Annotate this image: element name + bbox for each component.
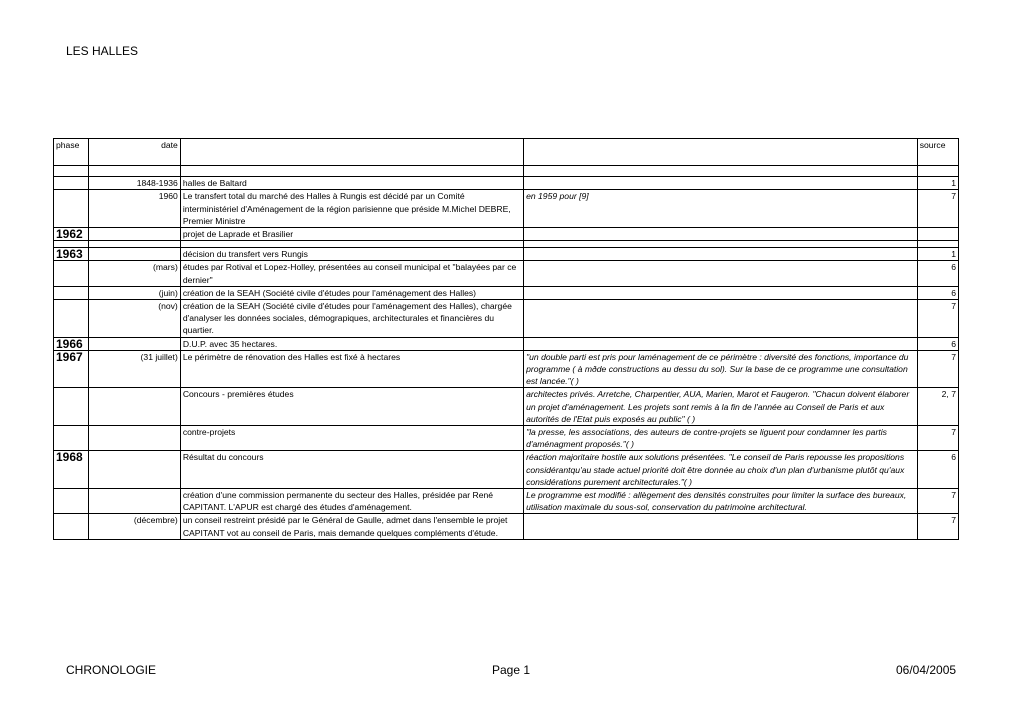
table-row <box>54 261 959 286</box>
cell-note <box>524 514 918 539</box>
table-row <box>54 388 959 426</box>
cell-date <box>89 451 181 489</box>
cell-source: 7 <box>917 300 958 338</box>
cell-source: 6 <box>917 337 958 350</box>
cell-date: (nov) <box>89 300 181 338</box>
cell-note <box>524 228 918 241</box>
cell-note: en 1959 pour [9] <box>524 190 918 228</box>
table-header-row <box>54 139 959 166</box>
cell-note <box>524 337 918 350</box>
table-row <box>54 190 959 228</box>
column-header-event <box>180 139 523 166</box>
cell-phase: 1967 <box>54 350 89 388</box>
table-row <box>54 286 959 299</box>
cell-phase: 1962 <box>54 228 89 241</box>
cell-phase <box>54 261 89 286</box>
table-row <box>54 228 959 241</box>
document-title: LES HALLES <box>66 44 139 58</box>
column-header-date: date <box>89 139 181 166</box>
cell-date: 1848-1936 <box>89 177 181 190</box>
cell-source: 6 <box>917 286 958 299</box>
cell-phase <box>54 300 89 338</box>
cell-phase: 1966 <box>54 337 89 350</box>
cell-source: 7 <box>917 190 958 228</box>
cell-date <box>89 489 181 514</box>
table-row <box>54 248 959 261</box>
cell-event: contre-projets <box>180 426 523 451</box>
cell-event: Le transfert total du marché des Halles à Rungis est décidé par un Comité interministériel d'Aménagement de la région parisienne que préside M.Michel DEBRE, Premier Ministre <box>180 190 523 228</box>
table-row <box>54 514 959 539</box>
cell-note <box>524 177 918 190</box>
table-row <box>54 337 959 350</box>
cell-phase: 1963 <box>54 248 89 261</box>
cell-phase <box>54 426 89 451</box>
cell-date <box>89 228 181 241</box>
column-header-source: source <box>917 139 958 166</box>
cell-source: 7 <box>917 514 958 539</box>
cell-event: création de la SEAH (Société civile d'études pour l'aménagement des Halles) <box>180 286 523 299</box>
column-header-phase: phase <box>54 139 89 166</box>
cell-date: (décembre) <box>89 514 181 539</box>
footer-date: 06/04/2005 <box>896 663 957 677</box>
cell-source <box>917 228 958 241</box>
cell-event: D.U.P. avec 35 hectares. <box>180 337 523 350</box>
chronology-table <box>53 138 959 540</box>
cell-date: (31 juillet) <box>89 350 181 388</box>
cell-source: 2, 7 <box>917 388 958 426</box>
cell-phase <box>54 388 89 426</box>
cell-phase <box>54 514 89 539</box>
cell-event: Concours - premières études <box>180 388 523 426</box>
cell-date: (juin) <box>89 286 181 299</box>
cell-source: 1 <box>917 248 958 261</box>
cell-event: un conseil restreint présidé par le Général de Gaulle, admet dans l'ensemble le projet CAPITANT vot au conseil de Paris, mais demande quelques compléments d'étude. <box>180 514 523 539</box>
cell-note <box>524 248 918 261</box>
cell-note: architectes privés. Arretche, Charpentier, AUA, Marien, Marot et Faugeron. "Chacun doivent élaborer un projet d'aménagement. Les projets sont remis à la fin de l'année au Conseil de Paris et aux autorités de l'Etat puis exposés au public" ( ) <box>524 388 918 426</box>
cell-source: 6 <box>917 261 958 286</box>
cell-note <box>524 300 918 338</box>
cell-phase <box>54 286 89 299</box>
cell-event: Résultat du concours <box>180 451 523 489</box>
cell-date: 1960 <box>89 190 181 228</box>
cell-event: Le périmètre de rénovation des Halles est fixé à hectares <box>180 350 523 388</box>
cell-note: Le programme est modifié : allègement des densités construites pour limiter la surface des bureaux, utilisation maximale du sous-sol, conservation du patrimoine architectural. <box>524 489 918 514</box>
cell-source: 6 <box>917 451 958 489</box>
table-row <box>54 489 959 514</box>
footer-page-number: Page 1 <box>492 663 531 677</box>
cell-note: réaction majoritaire hostile aux solutions présentées. "Le conseil de Paris repousse les propositions considérantqu'au stade actuel priorité doit être donnée au choix d'un plan d'urbanisme plutôt qu'aux considérations purement architecturales."( ) <box>524 451 918 489</box>
table-row <box>54 350 959 388</box>
cell-phase <box>54 177 89 190</box>
cell-event: création d'une commission permanente du secteur des Halles, présidée par René CAPITANT. L'APUR est chargé des études d'aménagement. <box>180 489 523 514</box>
cell-event: décision du transfert vers Rungis <box>180 248 523 261</box>
table-row <box>54 300 959 338</box>
cell-event: halles de Baltard <box>180 177 523 190</box>
cell-date: (mars) <box>89 261 181 286</box>
cell-date <box>89 337 181 350</box>
cell-date <box>89 388 181 426</box>
table-row <box>54 426 959 451</box>
footer-section-label: CHRONOLOGIE <box>66 663 157 677</box>
cell-date <box>89 426 181 451</box>
cell-phase <box>54 190 89 228</box>
cell-note: "un double parti est pris pour laménagement de ce périmètre : diversité des fonctions, importance du programme ( à mðde constructions au dessu du sol). Sur la base de ce programme une consultation est lancée."( ) <box>524 350 918 388</box>
cell-source: 7 <box>917 350 958 388</box>
column-header-note <box>524 139 918 166</box>
spacer-row <box>54 166 959 177</box>
spacer-row <box>54 241 959 248</box>
cell-note: "la presse, les associations, des auteurs de contre-projets se liguent pour condamner les partis d'aménagment proposés."( ) <box>524 426 918 451</box>
cell-source: 7 <box>917 489 958 514</box>
table-row <box>54 177 959 190</box>
cell-phase: 1968 <box>54 451 89 489</box>
cell-event: études par Rotival et Lopez-Holley, présentées au conseil municipal et "balayées par ce dernier" <box>180 261 523 286</box>
cell-event: création de la SEAH (Société civile d'études pour l'aménagement des Halles), chargée d'analyser les données sociales, démograpiques, architecturales et financières du quartier. <box>180 300 523 338</box>
cell-phase <box>54 489 89 514</box>
cell-date <box>89 248 181 261</box>
cell-source: 7 <box>917 426 958 451</box>
cell-note <box>524 261 918 286</box>
cell-note <box>524 286 918 299</box>
table-row <box>54 451 959 489</box>
cell-event: projet de Laprade et Brasilier <box>180 228 523 241</box>
cell-source: 1 <box>917 177 958 190</box>
